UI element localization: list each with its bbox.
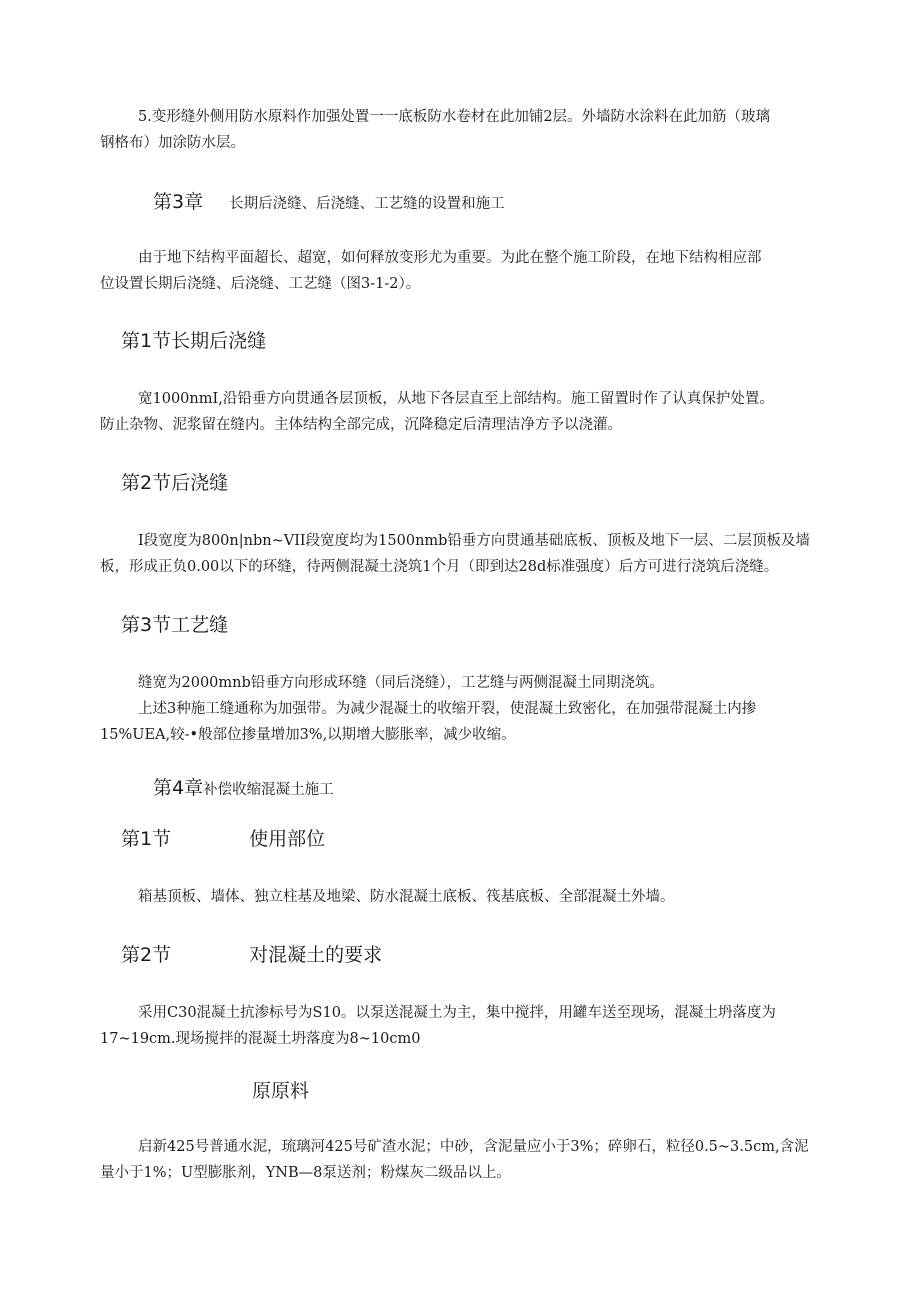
chapter-number: 第4章: [153, 777, 204, 799]
text-line: 位设置长期后浇缝、后浇缝、工艺缝（图3-1-2）。: [100, 276, 421, 292]
chapter-number: 第3章: [153, 191, 204, 213]
text-line: 防止杂物、泥浆留在缝内。主体结构全部完成，沉降稳定后清理洁净方予以浇灌。: [100, 417, 622, 433]
chapter-4-heading: [153, 775, 334, 803]
text-line: 5.变形缝外侧用防水原料作加强处置一一底板防水卷材在此加铺2层。外墙防水涂料在此加筋（玻璃: [138, 109, 771, 125]
text-line: 宽1000nmI,沿铅垂方向贯通各层顶板，从地下各层直至上部结构。施工留置时作了认真保护处置。: [138, 391, 774, 407]
paragraph-usage-parts: [100, 884, 820, 910]
text-line: 启新425号普通水泥，琉璃河425号矿渣水泥；中砂，含泥量应小于3%；碎卵石，粒径0.5~3.5cm,含泥: [138, 1139, 809, 1155]
text-line: 15%UEA,较-•般部位掺量增加3%,以期增大膨胀率，减少收缩。: [100, 727, 516, 743]
section-title: 使用部位: [249, 828, 326, 850]
section-4-1-heading: [121, 826, 325, 852]
paragraph-concrete-requirements: [100, 1000, 820, 1052]
text-line: 钢格布）加涂防水层。: [100, 135, 245, 151]
paragraph-raw-materials: [100, 1134, 820, 1186]
section-4-2-heading: [121, 942, 382, 968]
paragraph-intro: [100, 245, 820, 297]
section-2-heading: 第2节后浇缝: [121, 472, 229, 494]
text-line: 上述3种施工缝通称为加强带。为减少混凝土的收缩开裂，使混凝土致密化，在加强带混凝土内掺: [138, 701, 757, 717]
section-title: 对混凝土的要求: [249, 944, 383, 966]
section-3-heading: 第3节工艺缝: [121, 614, 229, 636]
paragraph-process-joint: [100, 670, 820, 748]
paragraph-deformation-joint: [100, 104, 820, 156]
section-1-heading: 第1节长期后浇缝: [121, 330, 267, 352]
section-number: 第1节: [121, 828, 172, 850]
materials-heading: 原原料: [252, 1080, 310, 1102]
section-number: 第2节: [121, 944, 172, 966]
text-line: 由于地下结构平面超长、超宽，如何释放变形尤为重要。为此在整个施工阶段，在地下结构相应部: [138, 250, 762, 266]
chapter-title: 补偿收缩混凝土施工: [203, 782, 334, 798]
text-line: I段宽度为800n|nbn~VII段宽度均为1500nmb铅垂方向贯通基础底板、顶板及地下一层、二层顶板及墙: [138, 533, 810, 549]
paragraph-post-pour-joint: [100, 528, 820, 580]
text-line: 17~19cm.现场搅拌的混凝土坍落度为8~10cm0: [100, 1031, 421, 1047]
text-line: 箱基顶板、墙体、独立柱基及地梁、防水混凝土底板、筏基底板、全部混凝土外墙。: [138, 889, 675, 905]
text-line: 板，形成正负0.00以下的环缝，待两侧混凝土浇筑1个月（即到达28d标准强度）后方可进行浇筑后浇缝。: [100, 559, 779, 575]
text-line: 缝宽为2000mnb铅垂方向形成环缝（同后浇缝），工艺缝与两侧混凝土同期浇筑。: [138, 675, 665, 691]
chapter-title: 长期后浇缝、后浇缝、工艺缝的设置和施工: [229, 196, 505, 212]
chapter-3-heading: [153, 189, 505, 217]
text-line: 量小于1%；U型膨胀剂，YNB—8泵送剂；粉煤灰二级品以上。: [100, 1165, 511, 1181]
paragraph-long-term-joint: [100, 386, 820, 438]
text-line: 采用C30混凝土抗渗标号为S10。以泵送混凝土为主，集中搅拌，用罐车送至现场，混凝土坍落度为: [138, 1005, 776, 1021]
